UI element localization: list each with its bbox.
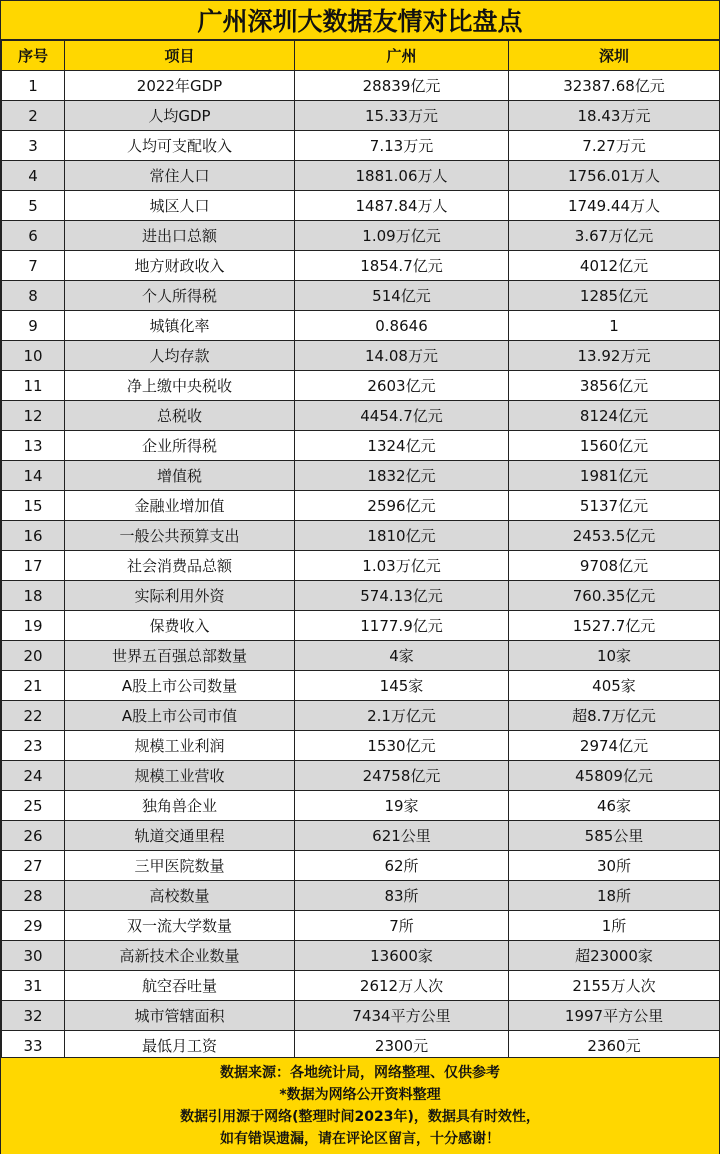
cell-shenzhen: 2360元	[509, 1031, 720, 1061]
cell-item: 城区人口	[65, 191, 295, 221]
cell-item: A股上市公司市值	[65, 701, 295, 731]
cell-guangzhou: 145家	[295, 671, 509, 701]
cell-item: 一般公共预算支出	[65, 521, 295, 551]
cell-guangzhou: 15.33万元	[295, 101, 509, 131]
cell-item: 实际利用外资	[65, 581, 295, 611]
table-row	[2, 491, 720, 521]
table-row	[2, 521, 720, 551]
cell-item: 双一流大学数量	[65, 911, 295, 941]
cell-index: 32	[2, 1001, 65, 1031]
cell-guangzhou: 514亿元	[295, 281, 509, 311]
cell-guangzhou: 0.8646	[295, 311, 509, 341]
table-row	[2, 881, 720, 911]
cell-guangzhou: 19家	[295, 791, 509, 821]
cell-index: 4	[2, 161, 65, 191]
cell-item: 常住人口	[65, 161, 295, 191]
cell-shenzhen: 3.67万亿元	[509, 221, 720, 251]
cell-item: A股上市公司数量	[65, 671, 295, 701]
table-row	[2, 1001, 720, 1031]
header-index: 序号	[2, 41, 65, 71]
cell-index: 11	[2, 371, 65, 401]
cell-item: 城市管辖面积	[65, 1001, 295, 1031]
cell-index: 15	[2, 491, 65, 521]
cell-guangzhou: 1881.06万人	[295, 161, 509, 191]
cell-index: 21	[2, 671, 65, 701]
cell-shenzhen: 2453.5亿元	[509, 521, 720, 551]
cell-item: 金融业增加值	[65, 491, 295, 521]
cell-item: 企业所得税	[65, 431, 295, 461]
cell-guangzhou: 14.08万元	[295, 341, 509, 371]
cell-shenzhen: 3856亿元	[509, 371, 720, 401]
footer-line-time: 数据引用源于网络(整理时间2023年)，数据具有时效性，	[180, 1109, 540, 1125]
cell-index: 1	[2, 71, 65, 101]
cell-shenzhen: 8124亿元	[509, 401, 720, 431]
cell-shenzhen: 1560亿元	[509, 431, 720, 461]
table-row	[2, 581, 720, 611]
cell-index: 2	[2, 101, 65, 131]
cell-guangzhou: 1177.9亿元	[295, 611, 509, 641]
table-row	[2, 431, 720, 461]
table-row	[2, 251, 720, 281]
table-row	[2, 281, 720, 311]
table-row	[2, 641, 720, 671]
cell-item: 人均可支配收入	[65, 131, 295, 161]
cell-shenzhen: 1	[509, 311, 720, 341]
cell-guangzhou: 574.13亿元	[295, 581, 509, 611]
cell-item: 最低月工资	[65, 1031, 295, 1061]
cell-index: 24	[2, 761, 65, 791]
cell-guangzhou: 1.03万亿元	[295, 551, 509, 581]
cell-shenzhen: 5137亿元	[509, 491, 720, 521]
cell-item: 城镇化率	[65, 311, 295, 341]
cell-index: 33	[2, 1031, 65, 1061]
table-row	[2, 71, 720, 101]
footer-notes	[1, 1057, 719, 1154]
cell-index: 23	[2, 731, 65, 761]
cell-guangzhou: 1487.84万人	[295, 191, 509, 221]
cell-item: 独角兽企业	[65, 791, 295, 821]
cell-item: 轨道交通里程	[65, 821, 295, 851]
cell-shenzhen: 4012亿元	[509, 251, 720, 281]
cell-index: 17	[2, 551, 65, 581]
cell-shenzhen: 1285亿元	[509, 281, 720, 311]
table-row	[2, 371, 720, 401]
cell-index: 31	[2, 971, 65, 1001]
cell-shenzhen: 9708亿元	[509, 551, 720, 581]
table-row	[2, 461, 720, 491]
cell-guangzhou: 4454.7亿元	[295, 401, 509, 431]
cell-guangzhou: 62所	[295, 851, 509, 881]
cell-shenzhen: 1997平方公里	[509, 1001, 720, 1031]
header-shenzhen: 深圳	[509, 41, 720, 71]
cell-guangzhou: 24758亿元	[295, 761, 509, 791]
cell-shenzhen: 45809亿元	[509, 761, 720, 791]
cell-guangzhou: 2300元	[295, 1031, 509, 1061]
cell-guangzhou: 13600家	[295, 941, 509, 971]
cell-item: 净上缴中央税收	[65, 371, 295, 401]
cell-item: 总税收	[65, 401, 295, 431]
cell-item: 保费收入	[65, 611, 295, 641]
footer-line-source: 数据来源：各地统计局，网络整理、仅供参考	[220, 1065, 500, 1081]
cell-shenzhen: 7.27万元	[509, 131, 720, 161]
cell-item: 增值税	[65, 461, 295, 491]
cell-shenzhen: 30所	[509, 851, 720, 881]
table-row	[2, 791, 720, 821]
cell-index: 22	[2, 701, 65, 731]
cell-item: 地方财政收入	[65, 251, 295, 281]
cell-shenzhen: 32387.68亿元	[509, 71, 720, 101]
cell-shenzhen: 10家	[509, 641, 720, 671]
cell-shenzhen: 1749.44万人	[509, 191, 720, 221]
cell-shenzhen: 2155万人次	[509, 971, 720, 1001]
cell-index: 29	[2, 911, 65, 941]
table-row	[2, 101, 720, 131]
cell-guangzhou: 1810亿元	[295, 521, 509, 551]
table-row	[2, 401, 720, 431]
cell-index: 30	[2, 941, 65, 971]
header-guangzhou: 广州	[295, 41, 509, 71]
cell-shenzhen: 18.43万元	[509, 101, 720, 131]
cell-shenzhen: 1756.01万人	[509, 161, 720, 191]
cell-shenzhen: 18所	[509, 881, 720, 911]
cell-index: 13	[2, 431, 65, 461]
cell-index: 27	[2, 851, 65, 881]
header-item: 项目	[65, 41, 295, 71]
cell-guangzhou: 4家	[295, 641, 509, 671]
cell-shenzhen: 1所	[509, 911, 720, 941]
cell-guangzhou: 7.13万元	[295, 131, 509, 161]
table-row	[2, 851, 720, 881]
table-row	[2, 551, 720, 581]
table-row	[2, 191, 720, 221]
cell-shenzhen: 1527.7亿元	[509, 611, 720, 641]
cell-index: 6	[2, 221, 65, 251]
footer-line-feedback: 如有错误遗漏，请在评论区留言，十分感谢！	[220, 1131, 500, 1147]
cell-index: 9	[2, 311, 65, 341]
cell-guangzhou: 7434平方公里	[295, 1001, 509, 1031]
cell-index: 12	[2, 401, 65, 431]
cell-index: 18	[2, 581, 65, 611]
cell-shenzhen: 1981亿元	[509, 461, 720, 491]
table-row	[2, 221, 720, 251]
cell-index: 8	[2, 281, 65, 311]
cell-index: 28	[2, 881, 65, 911]
cell-index: 14	[2, 461, 65, 491]
cell-shenzhen: 13.92万元	[509, 341, 720, 371]
cell-guangzhou: 621公里	[295, 821, 509, 851]
cell-index: 19	[2, 611, 65, 641]
table-row	[2, 731, 720, 761]
footer-line-note: *数据为网络公开资料整理	[279, 1087, 441, 1103]
cell-index: 26	[2, 821, 65, 851]
cell-item: 人均存款	[65, 341, 295, 371]
cell-item: 规模工业利润	[65, 731, 295, 761]
cell-item: 航空吞吐量	[65, 971, 295, 1001]
cell-guangzhou: 1832亿元	[295, 461, 509, 491]
cell-index: 7	[2, 251, 65, 281]
cell-item: 人均GDP	[65, 101, 295, 131]
table-row	[2, 821, 720, 851]
table-row	[2, 941, 720, 971]
cell-item: 2022年GDP	[65, 71, 295, 101]
cell-guangzhou: 1.09万亿元	[295, 221, 509, 251]
table-row	[2, 311, 720, 341]
cell-guangzhou: 7所	[295, 911, 509, 941]
cell-shenzhen: 760.35亿元	[509, 581, 720, 611]
cell-guangzhou: 1530亿元	[295, 731, 509, 761]
comparison-table	[1, 40, 720, 1061]
cell-guangzhou: 2.1万亿元	[295, 701, 509, 731]
table-row	[2, 761, 720, 791]
cell-item: 进出口总额	[65, 221, 295, 251]
table-row	[2, 701, 720, 731]
table-row	[2, 911, 720, 941]
cell-shenzhen: 超23000家	[509, 941, 720, 971]
cell-index: 20	[2, 641, 65, 671]
cell-guangzhou: 2603亿元	[295, 371, 509, 401]
cell-item: 世界五百强总部数量	[65, 641, 295, 671]
cell-guangzhou: 2596亿元	[295, 491, 509, 521]
cell-guangzhou: 2612万人次	[295, 971, 509, 1001]
cell-index: 5	[2, 191, 65, 221]
table-row	[2, 131, 720, 161]
cell-index: 10	[2, 341, 65, 371]
cell-shenzhen: 585公里	[509, 821, 720, 851]
cell-shenzhen: 2974亿元	[509, 731, 720, 761]
cell-item: 规模工业营收	[65, 761, 295, 791]
cell-item: 社会消费品总额	[65, 551, 295, 581]
table-body	[2, 71, 720, 1061]
cell-guangzhou: 28839亿元	[295, 71, 509, 101]
table-row	[2, 671, 720, 701]
cell-index: 16	[2, 521, 65, 551]
cell-index: 3	[2, 131, 65, 161]
table-row	[2, 161, 720, 191]
table-header-row	[2, 41, 720, 71]
table-row	[2, 971, 720, 1001]
cell-index: 25	[2, 791, 65, 821]
cell-guangzhou: 1324亿元	[295, 431, 509, 461]
cell-shenzhen: 超8.7万亿元	[509, 701, 720, 731]
page-title: 广州深圳大数据友情对比盘点	[1, 1, 719, 40]
table-row	[2, 341, 720, 371]
cell-item: 高新技术企业数量	[65, 941, 295, 971]
cell-shenzhen: 405家	[509, 671, 720, 701]
table-row	[2, 611, 720, 641]
cell-guangzhou: 83所	[295, 881, 509, 911]
cell-item: 三甲医院数量	[65, 851, 295, 881]
cell-item: 个人所得税	[65, 281, 295, 311]
cell-shenzhen: 46家	[509, 791, 720, 821]
table-row	[2, 1031, 720, 1061]
cell-item: 高校数量	[65, 881, 295, 911]
cell-guangzhou: 1854.7亿元	[295, 251, 509, 281]
